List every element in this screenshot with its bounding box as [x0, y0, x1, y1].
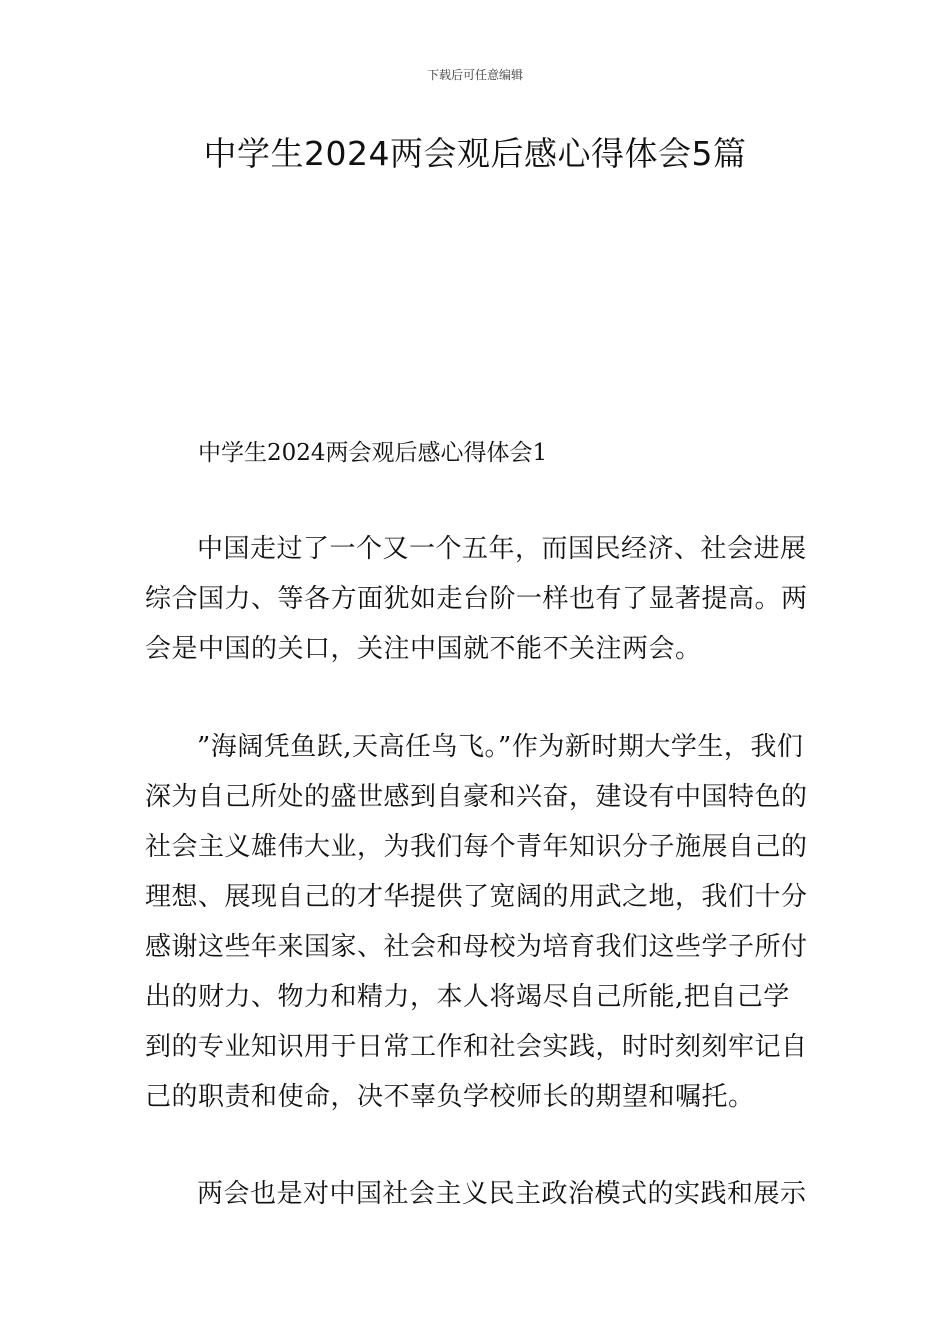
paragraph: ”海阔凭鱼跃,天高任鸟飞。”作为新时期大学生，我们深为自己所处的盛世感到自豪和兴奋，建设有中国特色的社会主义雄伟大业，为我们每个青年知识分子施展自己的理想、展现自己的才华提供了宽阔的用武之地，我们十分感谢这些年来国家、社会和母校为培育我们这些学子所付出的财力、物力和精力，本人将竭尽自己所能,把自己学到的专业知识用于日常工作和社会实践，时时刻刻牢记自己的职责和使命，决不辜负学校师长的期望和嘱托。: [145, 732, 808, 1112]
section-heading: 中学生2024两会观后感心得体会1: [198, 440, 548, 466]
document-title: 中学生2024两会观后感心得体会5篇: [203, 134, 747, 173]
paragraph: 中国走过了一个又一个五年，而国民经济、社会进展综合国力、等各方面犹如走台阶一样也有了显著提高。两会是中国的关口，关注中国就不能不关注两会。: [145, 534, 808, 664]
paragraph: 两会也是对中国社会主义民主政治模式的实践和展示: [197, 1179, 807, 1209]
header-note: 下载后可任意编辑: [426, 68, 523, 82]
